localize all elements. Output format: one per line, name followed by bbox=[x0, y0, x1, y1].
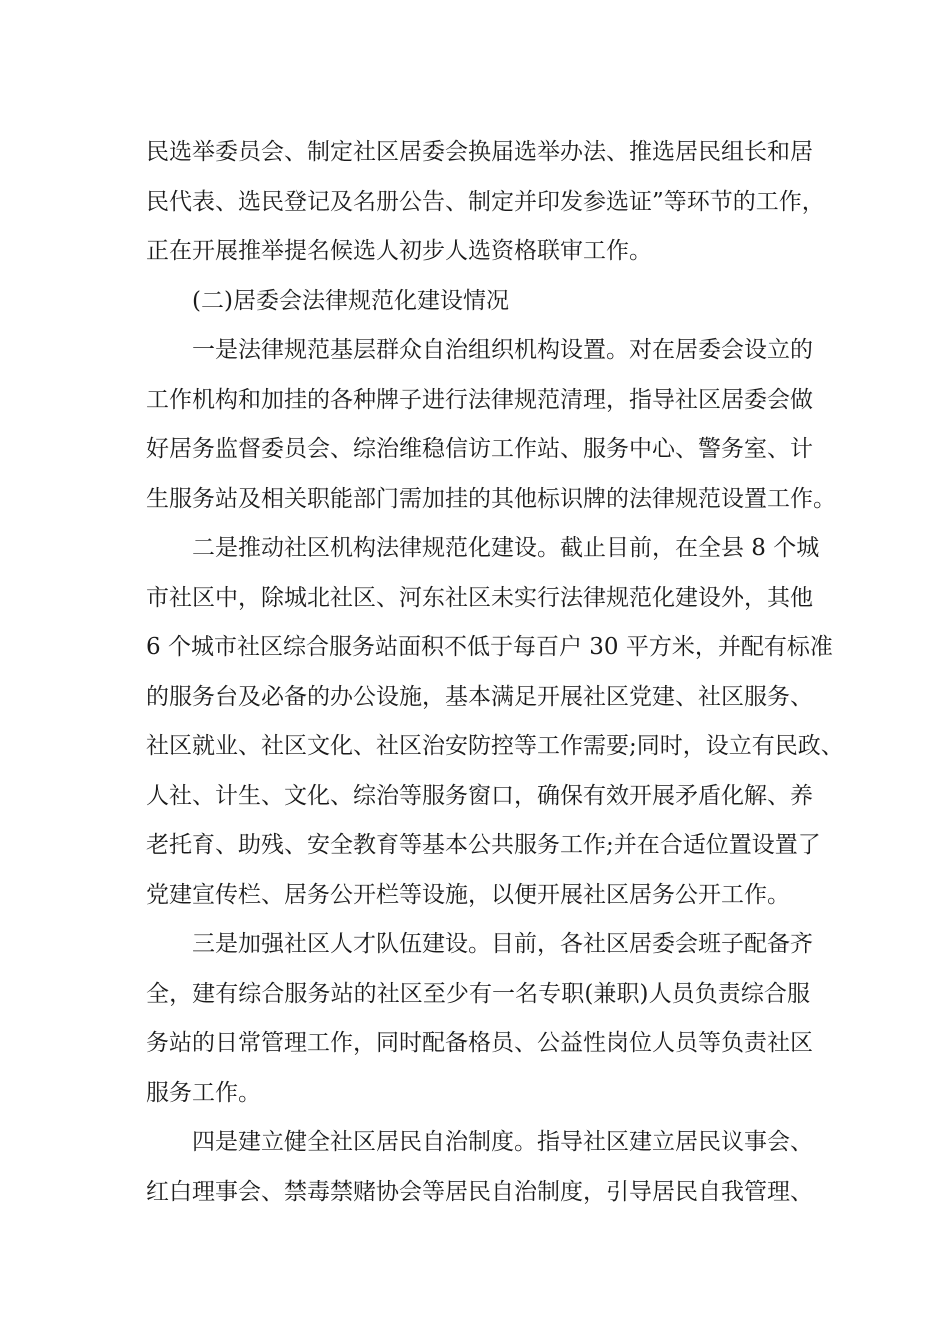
text-line: 工作机构和加挂的各种牌子进行法律规范清理，指导社区居委会做 bbox=[146, 386, 813, 413]
text-line: 务站的日常管理工作，同时配备格员、公益性岗位人员等负责社区 bbox=[146, 1030, 813, 1056]
text-line: 的服务台及必备的办公设施，基本满足开展社区党建、社区服务、 bbox=[146, 683, 813, 710]
text-line: 老托育、助残、安全教育等基本公共服务工作;并在合适位置设置了 bbox=[146, 832, 821, 858]
text-line: 社区就业、社区文化、社区治安防控等工作需要;同时，设立有民政、 bbox=[146, 733, 844, 759]
text-line: 民代表、选民登记及名册公告、制定并印发参选证”等环节的工作， bbox=[146, 188, 825, 215]
text-line: 二是推动社区机构法律规范化建设。截止目前，在全县 8 个城 bbox=[192, 535, 820, 561]
text-line: 服务工作。 bbox=[146, 1079, 261, 1106]
text-line: 市社区中，除城北社区、河东社区未实行法律规范化建设外，其他 bbox=[146, 584, 813, 611]
text-line: 全，建有综合服务站的社区至少有一名专职(兼职)人员负责综合服 bbox=[146, 980, 810, 1007]
text-line: 一是法律规范基层群众自治组织机构设置。对在居委会设立的 bbox=[192, 337, 813, 363]
text-line: (二)居委会法律规范化建设情况 bbox=[192, 287, 509, 314]
text-line: 好居务监督委员会、综治维稳信访工作站、服务中心、警务室、计 bbox=[146, 436, 813, 462]
text-line: 正在开展推举提名候选人初步人选资格联审工作。 bbox=[146, 238, 652, 264]
text-line: 四是建立健全社区居民自治制度。指导社区建立居民议事会、 bbox=[192, 1129, 813, 1155]
text-line: 生服务站及相关职能部门需加挂的其他标识牌的法律规范设置工作。 bbox=[146, 485, 836, 512]
document-body bbox=[146, 128, 844, 1217]
text-line: 民选举委员会、制定社区居委会换届选举办法、推选居民组长和居 bbox=[146, 139, 813, 165]
text-line: 人社、计生、文化、综治等服务窗口，确保有效开展矛盾化解、养 bbox=[146, 782, 813, 809]
text-line: 6 个城市社区综合服务站面积不低于每百户 30 平方米，并配有标准 bbox=[146, 634, 833, 660]
text-line: 三是加强社区人才队伍建设。目前，各社区居委会班子配备齐 bbox=[192, 931, 813, 957]
text-line: 党建宣传栏、居务公开栏等设施，以便开展社区居务公开工作。 bbox=[146, 881, 790, 908]
text-line: 红白理事会、禁毒禁赌协会等居民自治制度，引导居民自我管理、 bbox=[146, 1178, 813, 1205]
